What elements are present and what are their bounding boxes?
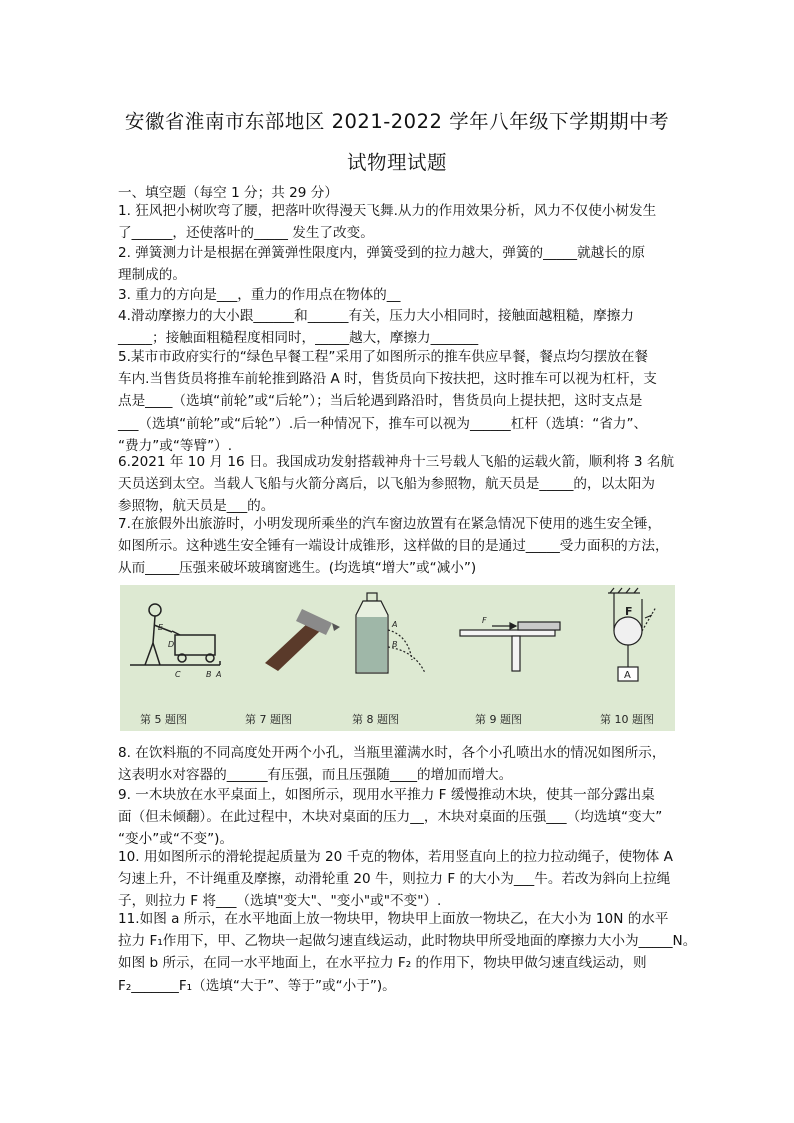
figure-drawings [120, 585, 675, 731]
question-1: 1. 狂风把小树吹弯了腰，把落叶吹得漫天飞舞.从力的作用效果分析，风力不仅使小树发生 了______，还使落叶的_____ 发生了改变。 [118, 203, 657, 242]
question-4: 4.滑动摩擦力的大小跟______和______有关，压力大小相同时，接触面越粗糙，摩擦力 _____；接触面粗糙程度相同时，_____越大，摩擦力_______ [118, 308, 634, 347]
table-label-F: F [482, 616, 487, 625]
question-10: 10. 用如图所示的滑轮提起质量为 20 千克的物体，若用竖直向上的拉力拉动绳子，使物体 A 匀速上升，不计绳重及摩擦，动滑轮重 20 牛，则拉力 F 的大小为___牛。若改为斜向上拉绳 子，则拉力 F 将___（选填"变大"、"变小"或"不变"）. [118, 849, 673, 910]
caption-q5: 第 5 题图 [140, 713, 187, 726]
person-head [149, 604, 161, 616]
figure-strip [120, 585, 675, 731]
caption-q9: 第 9 题图 [475, 713, 522, 726]
caption-q8: 第 8 题图 [352, 713, 399, 726]
cart-label-D: D [168, 640, 175, 649]
question-6: 6.2021 年 10 月 16 日。我国成功发射搭载神舟十三号载人飞船的运载火箭，顺利将 3 名航 天员送到太空。当载人飞船与火箭分离后，以飞船为参照物，航天员是_____的，以太阳为 参照物，航天员是___的。 [118, 454, 675, 515]
question-7: 7.在旅假外出旅游时，小明发现所乘坐的汽车窗边放置有在紧急情况下使用的逃生安全锤， 如图所示。这种逃生安全锤有一端设计成锥形，这样做的目的是通过_____受力面积的方法， 从而_____压强来破坏玻璃窗逃生。(均选填“增大”或“减小”) [118, 516, 669, 577]
page-title-line-2: 试物理试题 [346, 151, 447, 174]
question-5: 5.某市市政府实行的“绿色早餐工程”采用了如图所示的推车供应早餐，餐点均匀摆放在餐 车内.当售货员将推车前轮推到路沿 A 时，售货员向下按扶把，这时推车可以视为杠杆，支 点是____（选填“前轮”或“后轮”）；当后轮遇到路沿时，售货员向上提扶把，这时支点是 ___（选填“前轮”或“后轮”）.后一种情况下，推车可以视为______杠杆（选填：“省力”、 “费力”或“等臂”）. [118, 349, 657, 454]
question-11: 11.如图 a 所示，在水平地面上放一物块甲，物块甲上面放一物块乙，在大小为 10N 的水平 拉力 F₁作用下，甲、乙物块一起做匀速直线运动，此时物块甲所受地面的摩擦力大小为_____N。 如图 b 所示，在同一水平地面上，在水平拉力 F₂ 的作用下，物块甲做匀速直线运动，则 F₂_______F₁（选填“大于”、等于”或“小于”)。 [118, 911, 697, 994]
cart-body [175, 635, 215, 655]
question-8: 8. 在饮料瓶的不同高度处开两个小孔，当瓶里灌满水时，各个小孔喷出水的情况如图所示， 这表明水对容器的______有压强，而且压强随____的增加而增大。 [118, 745, 666, 784]
bottle-label-A: A [392, 620, 398, 629]
section-heading: 一、填空题（每空 1 分；共 29 分） [118, 185, 338, 201]
cart-label-C: C [175, 670, 181, 679]
cart-figure [130, 604, 220, 665]
page-title-line-1: 安徽省淮南市东部地区 2021-2022 学年八年级下学期期中考 [124, 110, 670, 133]
question-3: 3. 重力的方向是___，重力的作用点在物体的__ [118, 287, 401, 303]
caption-q10: 第 10 题图 [600, 713, 654, 726]
caption-q7: 第 7 题图 [245, 713, 292, 726]
pulley-label-F: F [625, 605, 633, 618]
cart-label-E: E [158, 623, 164, 632]
question-9: 9. 一木块放在水平桌面上，如图所示，现用水平推力 F 缓慢推动木块，使其一部分露出桌 面（但未倾翻）。在此过程中，木块对桌面的压力__，木块对桌面的压强___（均选填“变大” “变小”或“不变”)。 [118, 787, 663, 848]
hammer-figure [265, 609, 340, 671]
question-2: 2. 弹簧测力计是根据在弹簧弹性限度内，弹簧受到的拉力越大，弹簧的_____就越长的原 理制成的。 [118, 245, 646, 284]
cart-label-A: A [216, 670, 222, 679]
cart-label-B: B [206, 670, 212, 679]
pulley-figure [608, 588, 656, 681]
bottle-figure [356, 593, 425, 673]
table-figure [460, 622, 560, 671]
bottle-label-B: B [392, 640, 398, 649]
pulley-label-A: A [624, 670, 631, 681]
